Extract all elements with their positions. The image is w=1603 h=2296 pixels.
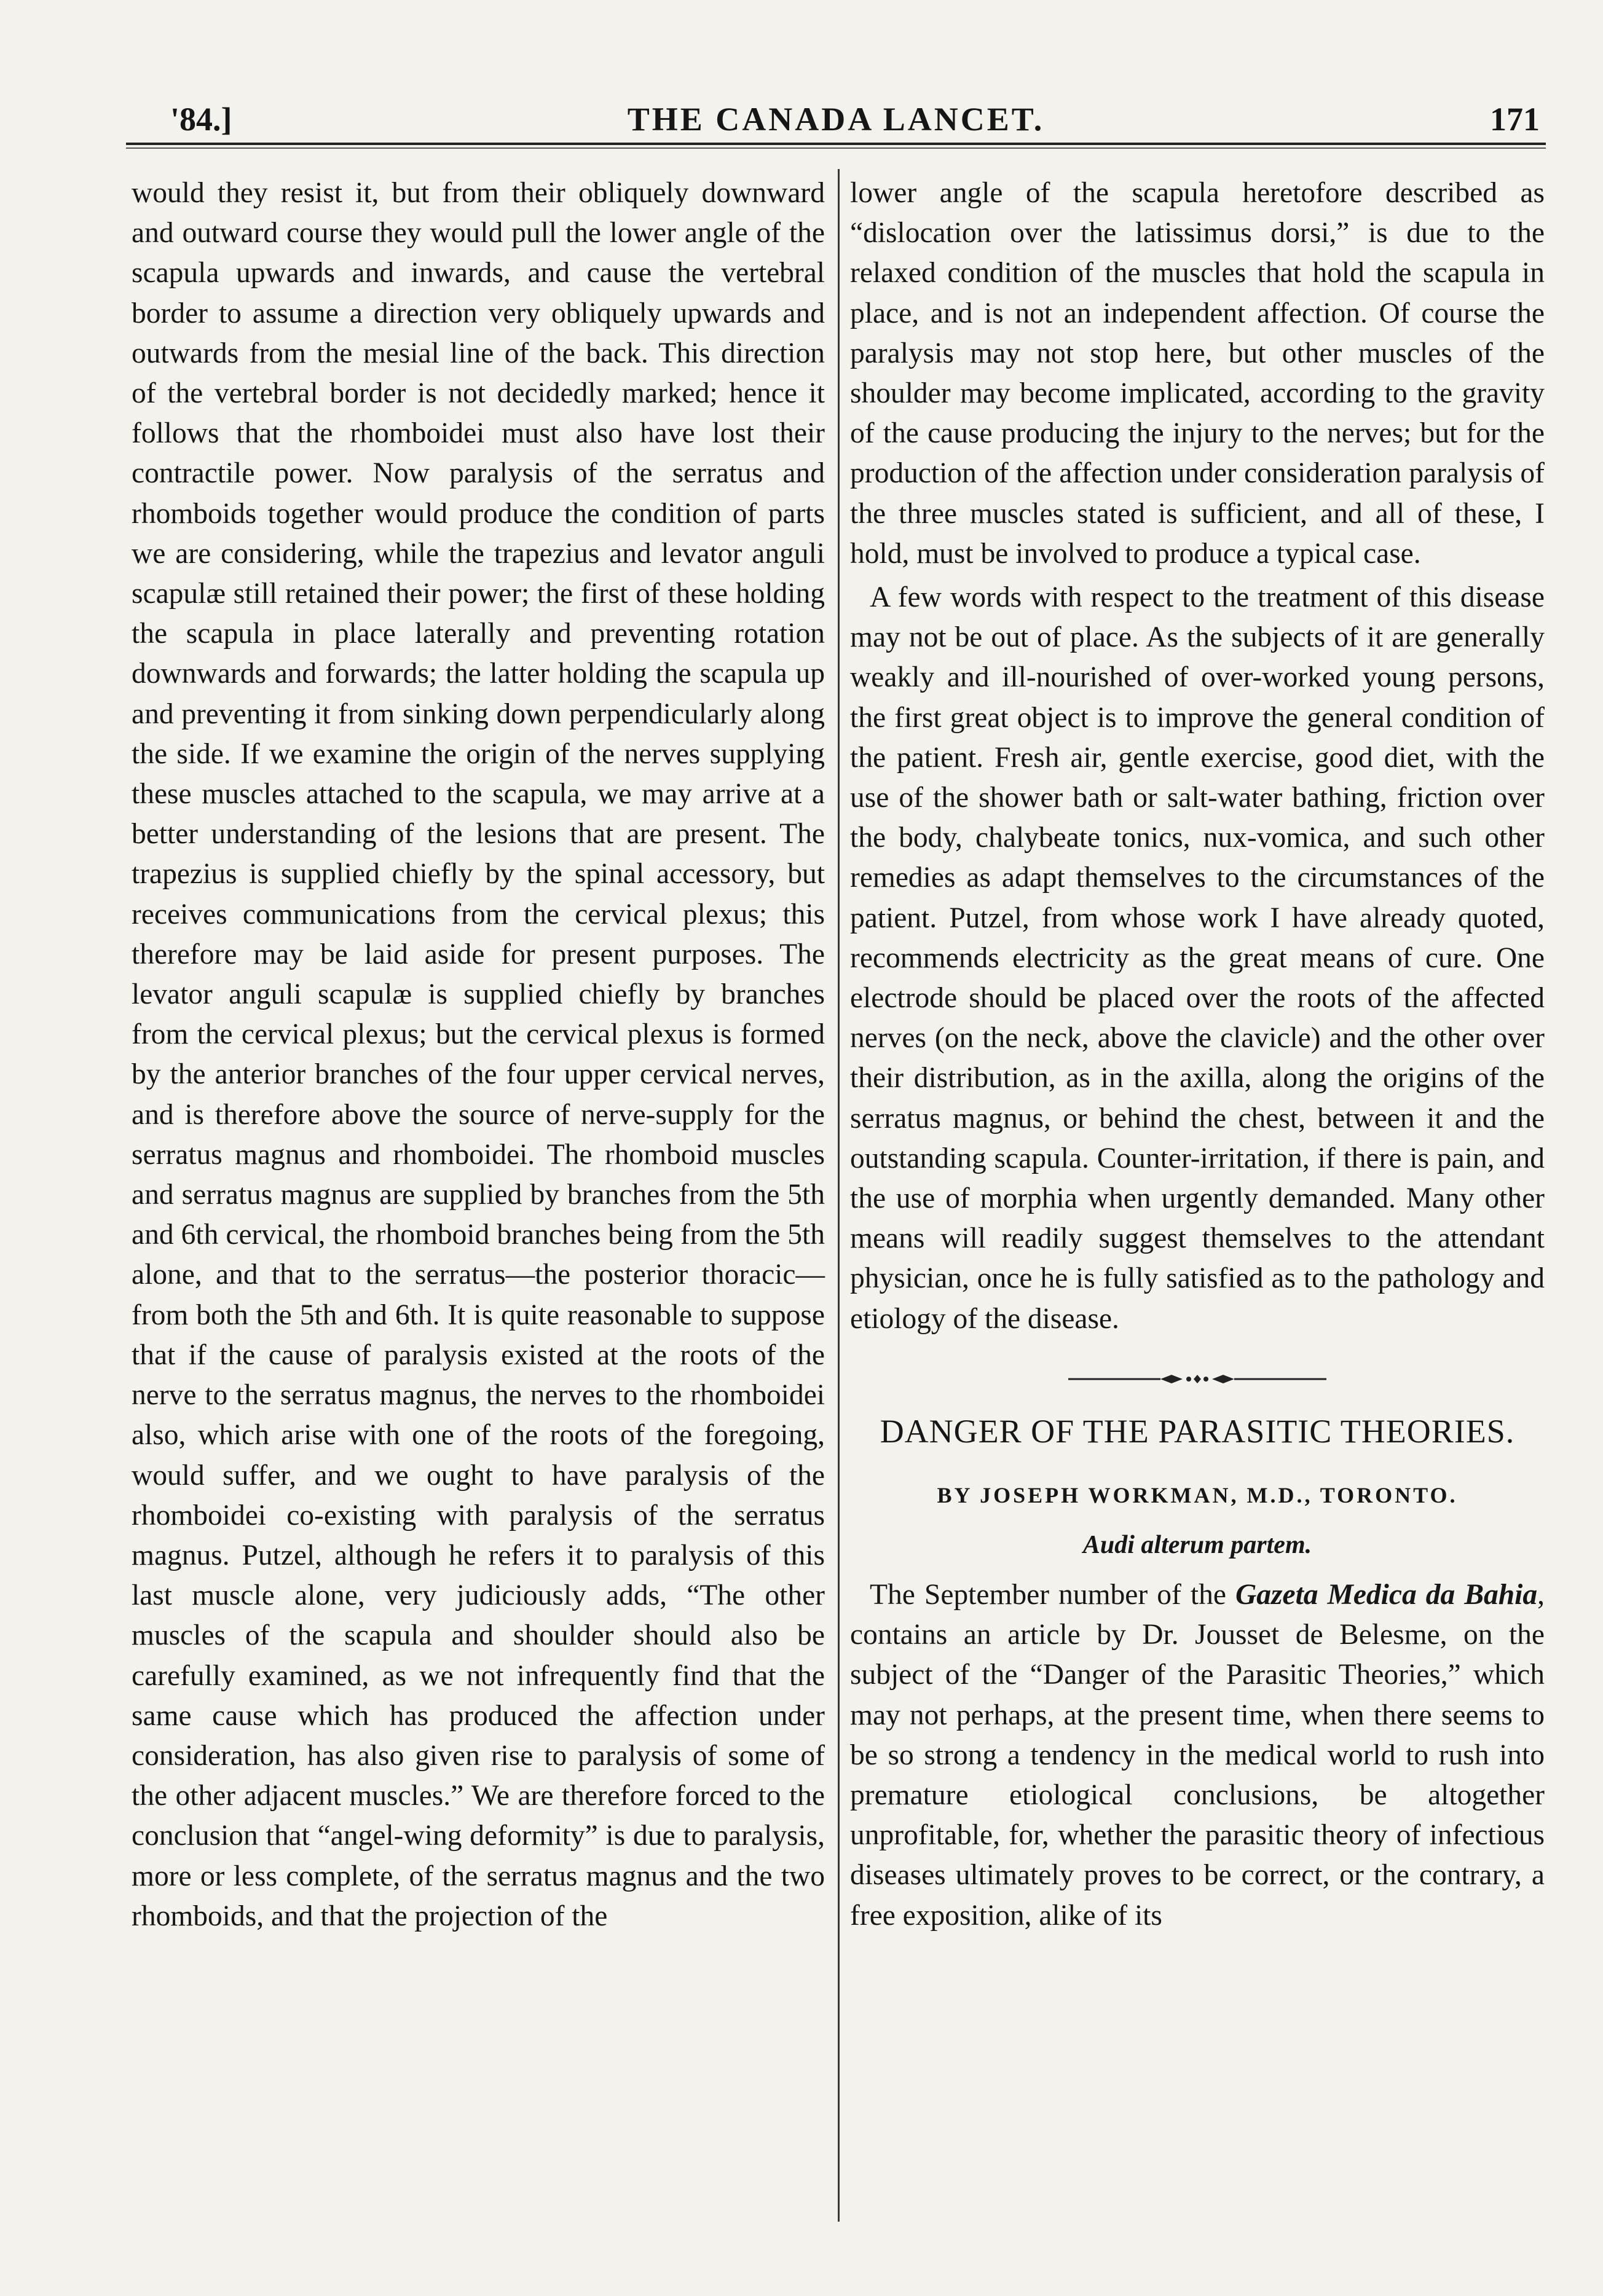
- article-paragraph-1-start: The September number of the: [870, 1578, 1226, 1611]
- header-rule: [126, 143, 1546, 145]
- section-ornament-icon: [1068, 1370, 1326, 1388]
- header-rule-thin: [126, 147, 1546, 149]
- journal-name: Gazeta Medica da Bahia: [1235, 1578, 1538, 1611]
- right-column-paragraph-1: lower angle of the scapula heretofore described as “dislocation over the latissimus dorsi,” is due to the relaxed condition of the muscles that hold the scapula in place, and is not an independent affection. Of course the paralysis may not stop here, but other muscles of the shoulder may become implicated, according to the gravity of the cause producing the injury to the nerves; but for the production of the affection under consideration paralysis of the three muscles stated is sufficient, and all of these, I hold, must be involved to produce a typical case.: [850, 177, 1545, 570]
- right-column-paragraph-2: A few words with respect to the treatment of this disease may not be out of place. As the subjects of it are generally weakly and ill-nourished of over-worked young persons, the first great object is to improve the general condition of the patient. Fresh air, gentle exercise, good diet, with the use of the shower bath or salt-water bathing, friction over the body, chalybeate tonics, nux-vomica, and such other remedies as adapt themselves to the circumstances of the patient. Putzel, from whose work I have already quoted, recommends electricity as the great means of cure. One electrode should be placed over the roots of the affected nerves (on the neck, above the clavicle) and the other over their distribution, as in the axilla, along the origins of the serratus magnus, or behind the chest, between it and the outstanding scapula. Counter-irritation, if there is pain, and the use of morphia when urgently demanded. Many other means will readily suggest themselves to the attendant physician, once he is fully satisfied as to the pathology and etiology of the disease.: [850, 581, 1545, 1335]
- left-column-paragraph: would they resist it, but from their obliquely downward and outward course they would pull the lower angle of the scapula upwards and inwards, and cause the vertebral border to assume a direction very obliquely upwards and outwards from the mesial line of the back. This direction of the vertebral border is not decidedly marked; hence it follows that the rhomboidei must also have lost their contractile power. Now paralysis of the serratus and rhomboids together would produce the condition of parts we are considering, while the trapezius and levator anguli scapulæ still retained their power; the first of these holding the scapula in place laterally and preventing rotation downwards and forwards; the latter holding the scapula up and preventing it from sinking down perpendicularly along the side. If we examine the origin of the nerves supplying these muscles attached to the scapula, we may arrive at a better understanding of the lesions that are present. The trapezius is supplied chiefly by the spinal accessory, but receives communications from the cervical plexus; this therefore may be laid aside for present purposes. The levator anguli scapulæ is supplied chiefly by branches from the cervical plexus; but the cervical plexus is formed by the anterior branches of the four upper cervical nerves, and is therefore above the source of nerve-supply for the serratus magnus and rhomboidei. The rhomboid muscles and serratus magnus are supplied by branches from the 5th and 6th cervical, the rhomboid branches being from the 5th alone, and that to the serratus—the posterior thoracic—from both the 5th and 6th. It is quite reasonable to suppose that if the cause of paralysis existed at the roots of the nerve to the serratus magnus, the nerves to the rhomboidei also, which arise with one of the roots of the foregoing, would suffer, and we ought to have paralysis of the rhomboidei co-existing with paralysis of the serratus magnus. Putzel, although he refers it to paralysis of this last muscle alone, very judiciously adds, “The other muscles of the scapula and shoulder should also be carefully examined, as we not infrequently find that the same cause which has produced the affection under consideration, has also given rise to paralysis of some of the other adjacent muscles.” We are therefore forced to the conclusion that “angel-wing deformity” is due to paralysis, more or less complete, of the serratus magnus and the two rhomboids, and that the projection of the: [132, 177, 825, 1932]
- column-divider: [838, 169, 840, 2222]
- article-title: DANGER OF THE PARASITIC THEORIES.: [880, 1412, 1515, 1450]
- article-paragraph-1-rest: , contains an article by Dr. Jousset de Belesme, on the subject of the “Danger of the Parasitic Theories,” which may not perhaps, at the present time, when there seems to be so strong a tendency in the medical world to rush into premature etiological conclusions, be altogether unprofitable, for, whether the parasitic theory of infectious diseases ultimately proves to be correct, or the contrary, a free exposition, alike of its: [850, 1578, 1545, 1932]
- left-column: [132, 173, 825, 1936]
- running-head-volume: '84.]: [170, 101, 232, 138]
- article-byline: BY JOSEPH WORKMAN, M.D., TORONTO.: [937, 1482, 1458, 1508]
- page-number: 171: [1490, 101, 1540, 138]
- running-head-title: THE CANADA LANCET.: [627, 101, 1045, 138]
- article-paragraph-1: [850, 1575, 1545, 1936]
- running-head: [126, 93, 1546, 143]
- article-epigraph: Audi alterum partem.: [1082, 1530, 1312, 1559]
- right-column: [850, 173, 1545, 1936]
